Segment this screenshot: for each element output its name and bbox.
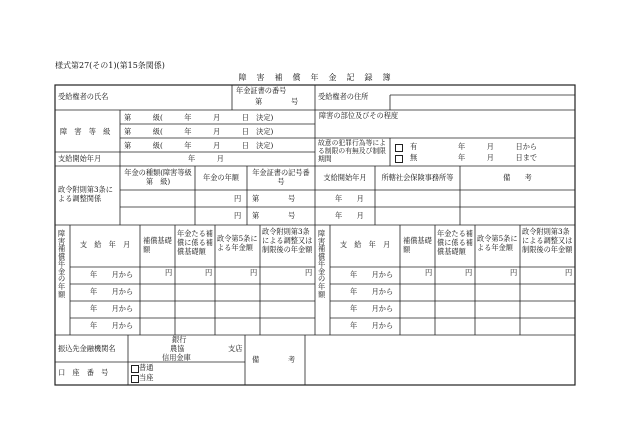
annual-header-corresponding: 年金たる補償に係る補償基礎額	[177, 229, 213, 256]
recipient-name-label: 受給権者の氏名	[58, 92, 109, 101]
disability-grade-label: 障 害 等 級	[60, 127, 111, 136]
adj-amount-yen[interactable]: 円	[234, 194, 242, 203]
adj-cert-number[interactable]: 第 号	[252, 194, 296, 203]
restriction-no-checkbox[interactable]	[395, 155, 403, 163]
annual-row-period[interactable]: 年 月から	[90, 304, 134, 313]
adj-amount-yen[interactable]: 円	[234, 211, 242, 220]
restriction-yes-checkbox[interactable]	[395, 144, 403, 152]
account-current-checkbox[interactable]	[131, 375, 139, 383]
account-label: 口 座 番 号	[58, 368, 109, 377]
adj-header-cert-number: 年金証書の記号番号	[252, 168, 310, 186]
adj-start[interactable]: 年 月	[335, 211, 364, 220]
adj-cert-number[interactable]: 第 号	[252, 211, 296, 220]
account-ordinary-label: 普通	[139, 363, 154, 372]
bank-type-agri: 農協	[170, 344, 185, 353]
annual-amount-label-right: 障害補償年金の年額	[318, 229, 326, 299]
adj-header-remarks: 備 考	[503, 173, 532, 182]
annual-row-period[interactable]: 年 月から	[90, 321, 134, 330]
annual-row-period[interactable]: 年 月から	[350, 287, 394, 296]
annual-header-art5: 政令第5条による年金額	[477, 234, 518, 252]
annual-header-art3: 政令附則第3条による調整又は制限後の年金額	[522, 227, 573, 254]
annual-row-period[interactable]: 年 月から	[350, 321, 394, 330]
certificate-number[interactable]: 第 号	[255, 97, 299, 106]
annual-row-period[interactable]: 年 月から	[350, 304, 394, 313]
grade-row[interactable]: 第 級( 年 月 日 決定)	[124, 127, 274, 136]
adj-header-start: 支給開始年月	[323, 173, 367, 182]
form-id: 様式第27(その1)(第15条関係)	[55, 61, 165, 70]
yen-mark: 円	[510, 268, 518, 277]
yen-mark: 円	[565, 268, 573, 277]
yen-mark: 円	[425, 268, 433, 277]
annual-row-period[interactable]: 年 月から	[350, 270, 394, 279]
adj-header-office: 所轄社会保険事務所等	[381, 173, 454, 182]
restriction-until[interactable]: 年 月 日まで	[458, 153, 538, 162]
annual-header-period: 支 給 年 月	[339, 240, 391, 249]
yen-mark: 円	[250, 268, 258, 277]
annual-header-corresponding: 年金たる補償に係る補償基礎額	[437, 229, 473, 256]
recipient-name-field[interactable]	[120, 90, 230, 107]
bank-type-credit: 信用金庫	[162, 353, 191, 362]
annual-row-period[interactable]: 年 月から	[90, 287, 134, 296]
restriction-no-label: 無	[410, 153, 418, 162]
yen-mark: 円	[465, 268, 473, 277]
adj-start[interactable]: 年 月	[335, 194, 364, 203]
remarks-label: 備 考	[252, 355, 296, 364]
payment-start-value[interactable]: 年 月	[188, 154, 224, 163]
form-title: 障 害 補 償 年 金 記 録 簿	[238, 73, 392, 82]
annual-header-art5: 政令第5条による年金額	[217, 234, 258, 252]
annual-header-base: 補償基礎額	[403, 236, 432, 254]
annual-amount-label-left: 障害補償年金の年額	[58, 229, 66, 299]
grade-row[interactable]: 第 級( 年 月 日 決定)	[124, 113, 274, 122]
bank-type-bank: 銀行	[172, 335, 187, 344]
annual-header-base: 補償基礎額	[143, 236, 172, 254]
account-ordinary-checkbox[interactable]	[131, 365, 139, 373]
recipient-address-label: 受給権者の住所	[318, 92, 369, 101]
adjustment-label: 政令附則第3条による調整関係	[58, 185, 113, 203]
payment-start-label: 支給開始年月	[58, 154, 102, 163]
annual-row-period[interactable]: 年 月から	[90, 270, 134, 279]
branch-label: 支店	[228, 344, 243, 353]
account-current-label: 当座	[139, 373, 154, 382]
grade-row[interactable]: 第 級( 年 月 日 決定)	[124, 141, 274, 150]
adj-header-pension-type: 年金の種類(障害等級第 級)	[124, 168, 192, 186]
annual-header-art3: 政令附則第3条による調整又は制限後の年金額	[262, 227, 313, 254]
annual-header-period: 支 給 年 月	[79, 240, 131, 249]
restriction-from[interactable]: 年 月 日から	[458, 142, 538, 151]
yen-mark: 円	[205, 268, 213, 277]
restriction-yes-label: 有	[410, 142, 418, 151]
adj-header-pension-amount: 年金の年額	[203, 173, 239, 182]
yen-mark: 円	[305, 268, 313, 277]
intentional-crime-label: 故意の犯罪行為等による制限の有無及び制限期間	[318, 139, 386, 164]
yen-mark: 円	[165, 268, 173, 277]
bank-label: 振込先金融機関名	[58, 344, 116, 353]
certificate-label: 年金証書の番号	[236, 86, 287, 95]
disability-part-label: 障害の部位及びその程度	[319, 111, 399, 120]
